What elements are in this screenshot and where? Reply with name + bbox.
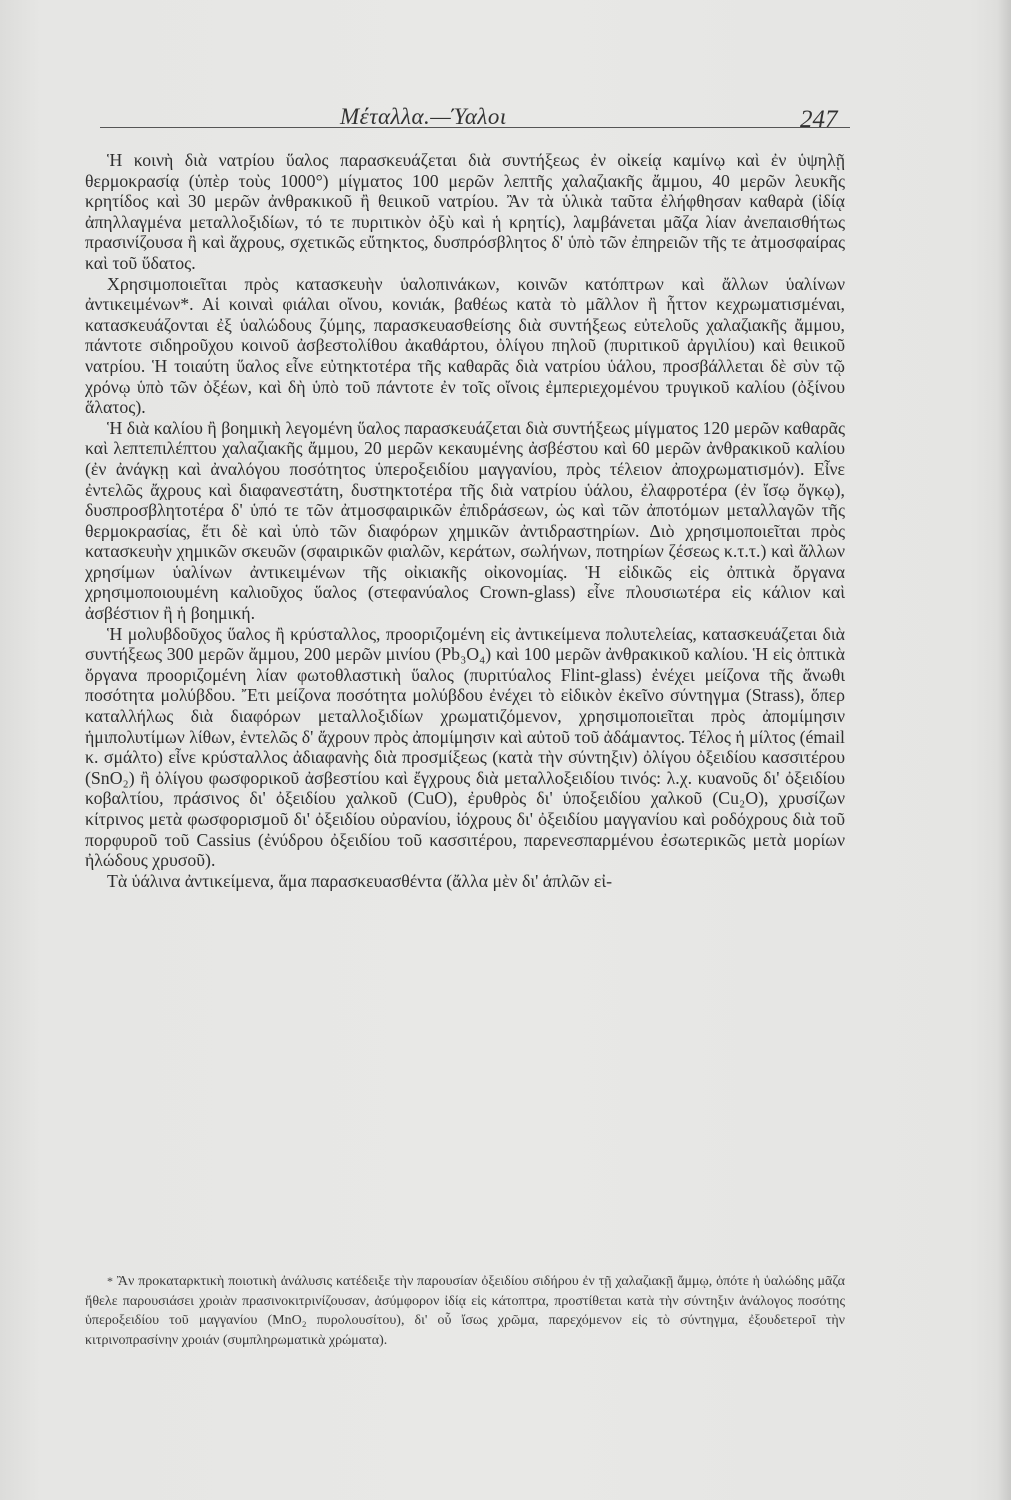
paragraph-uses: Χρησιμοποιεῖται πρὸς κατασκευὴν ὑαλοπινάκων, κοινῶν κατόπτρων καὶ ἄλλων ὑαλίνων ἀντικειμένων*. Αἱ κοιναὶ φιάλαι οἴνου, κονιάκ, βαθέως κατὰ τὸ μᾶλλον ἢ ἧττον κεχρωματισμέναι, κατασκευάζονται ἐξ ὑαλώδους ζύμης, παρασκευασθείσης διὰ συντήξεως εὐτελοῦς χαλαζιακῆς ἄμμου, πάντοτε σιδηροῦχου κοινοῦ ἀσβεστολίθου ἀκαθάρτου, ὀλίγου πηλοῦ (πυριτικοῦ ἀργιλίου) καὶ θειικοῦ νατρίου. Ἡ τοιαύτη ὕαλος εἶνε εὐτηκτοτέρα τῆς καθαρᾶς διὰ νατρίου ὑάλου, προσβάλλεται δὲ σὺν τῷ χρόνῳ ὑπὸ τῶν ὀξέων, καὶ δὴ ὑπὸ τοῦ πάντοτε ἐν τοῖς οἴνοις ἐμπεριεχομένου τρυγικοῦ καλίου (ὀξίνου ἅλατος). bbox=[85, 273, 845, 418]
footnote bbox=[85, 1272, 845, 1350]
paragraph-potash-glass: Ἡ διὰ καλίου ἢ βοημικὴ λεγομένη ὕαλος παρασκευάζεται διὰ συντήξεως μίγματος 120 μερῶν καθαρᾶς καὶ λεπτεπιλέπτου χαλαζιακῆς ἄμμου, 20 μερῶν κεκαυμένης ἀσβέστου καὶ 60 μερῶν ἀνθρακικοῦ καλίου (ἐν ἀνάγκῃ καὶ ἀναλόγου ποσότητος ὑπεροξειδίου μαγγανίου, πρὸς τέλειον ἀποχρωματισμόν). Εἶνε ἐντελῶς ἄχρους καὶ διαφανεστάτη, δυστηκτοτέρα τῆς διὰ νατρίου ὑάλου, ἐλαφροτέρα (ἐν ἴσῳ ὄγκῳ), δυσπροσβλητοτέρα δ' ὑπό τε τῶν ἀτμοσφαιρικῶν ἐπιδράσεων, ὡς καὶ τῶν ἀποτόμων μεταλλαγῶν τῆς θερμοκρασίας, ἔτι δὲ καὶ ὑπὸ τῶν διαφόρων χημικῶν ἀντιδραστηρίων. Διὸ χρησιμοποιεῖται πρὸς κατασκευὴν χημικῶν σκευῶν (σφαιρικῶν φιαλῶν, κεράτων, σωλήνων, ποτηρίων ζέσεως κ.τ.τ.) καὶ ἄλλων χρησίμων ὑαλίνων ἀντικειμένων τῆς οἰκιακῆς οἰκονομίας. Ἡ εἰδικῶς εἰς ὀπτικὰ ὄργανα χρησιμοποιουμένη καλιοῦχος ὕαλος (στεφανύαλος Crown-glass) εἶνε πλουσιωτέρα εἰς κάλιον καὶ ἀσβέστιον ἢ ἡ βοημική. bbox=[85, 417, 845, 624]
page-edge-shadow bbox=[997, 0, 1011, 1500]
body-text bbox=[85, 150, 845, 891]
page-title: Μέταλλα.—Ύαλοι bbox=[340, 104, 507, 129]
header-rule bbox=[100, 127, 850, 128]
paragraph-continuation: Τὰ ὑάλινα ἀντικείμενα, ἅμα παρασκευασθέντα (ἄλλα μὲν δι' ἁπλῶν εἰ- bbox=[107, 870, 613, 891]
paragraph-lead-glass: Ἡ μολυβδοῦχος ὕαλος ἢ κρύσταλλος, προοριζομένη εἰς ἀντικείμενα πολυτελείας, κατασκευάζεται διὰ συντήξεως 300 μερῶν ἄμμου, 200 μερῶν μινίου (Pb₃O₄) καὶ 100 μερῶν ἀνθρακικοῦ καλίου. Ἡ εἰς ὀπτικὰ ὄργανα προοριζομένη λίαν φωτοθλαστικὴ ὕαλος (πυριτύαλος Flint-glass) ἐνέχει μείζονα τῆς ἄνωθι ποσότητα μολύβδου. Ἔτι μείζονα ποσότητα μολύβδου ἐνέχει τὸ εἰδικὸν ἐκεῖνο σύντηγμα (Strass), ὅπερ καταλλήλως διὰ διαφόρων μεταλλοξιδίων χρωματιζόμενον, χρησιμοποιεῖται πρὸς ἀπομίμησιν ἡμιπολυτίμων λίθων, ἐντελῶς δ' ἄχρουν πρὸς ἀπομίμησιν καὶ αὐτοῦ τοῦ ἀδάμαντος. Τέλος ἡ μίλτος (émail κ. σμάλτο) εἶνε κρύσταλλος ἀδιαφανὴς διὰ προσμίξεως (κατὰ τὴν σύντηξιν) ὀλίγου ὀξειδίου κασσιτέρου (SnO₂) ἢ ὀλίγου φωσφορικοῦ ἀσβεστίου καὶ ἔγχρους διὰ μεταλλοξειδίου τινός: λ.χ. κυανοῦς δι' ὀξειδίου κοβαλτίου, πράσινος δι' ὀξειδίου χαλκοῦ (CuO), ἐρυθρὸς δι' ὑποξειδίου χαλκοῦ (Cu₂O), χρυσίζων κίτρινος μετὰ φωσφορισμοῦ δι' ὀξειδίου οὐρανίου, ἰόχρους δι' ὀξειδίου μαγγανίου καὶ ροδόχρους διὰ τοῦ πορφυροῦ τοῦ Cassius (ἐνύδρου ὀξειδίου τοῦ κασσιτέρου, παρενεσπαρμένου ἐσωτερικῶς μετὰ μορίων ἠλώδους χρυσοῦ). bbox=[85, 623, 845, 871]
running-head bbox=[0, 100, 1011, 140]
page-number: 247 bbox=[800, 106, 838, 133]
paragraph-soda-glass: Ἡ κοινὴ διὰ νατρίου ὕαλος παρασκευάζεται διὰ συντήξεως ἐν οἰκείᾳ καμίνῳ καὶ ἐν ὑψηλῇ θερμοκρασίᾳ (ὑπὲρ τοὺς 1000°) μίγματος 100 μερῶν λεπτῆς χαλαζιακῆς ἄμμου, 40 μερῶν λευκῆς κρητίδος καὶ 30 μερῶν ἀνθρακικοῦ ἢ θειικοῦ νατρίου. Ἂν τὰ ὑλικὰ ταῦτα ἐλήφθησαν καθαρὰ (ἰδίᾳ ἀπηλλαγμένα μεταλλοξιδίων, τό τε πυριτικὸν ὀξὺ καὶ ἡ κρητίς), λαμβάνεται μᾶζα λίαν ἀνεπαισθήτως πρασινίζουσα ἢ καὶ ἄχρους, σχετικῶς εὔτηκτος, δυσπρόσβλητος δ' ὑπὸ τῶν ἐπηρειῶν τῆς τε ἀτμοσφαίρας καὶ τοῦ ὕδατος. bbox=[85, 150, 845, 273]
footnote-marker: * bbox=[107, 1274, 113, 1288]
footnote-text: Ἂν προκαταρκτικὴ ποιοτικὴ ἀνάλυσις κατέδειξε τὴν παρουσίαν ὀξειδίου σιδήρου ἐν τῇ χαλαζιακῇ ἄμμῳ, ὁπότε ἡ ὑαλώδης μᾶζα ἤθελε παρουσιάσει χροιὰν πρασινοκιτρινίζουσαν, ἀσύμφορον ἰδίᾳ εἰς κάτοπτρα, προστίθεται κατὰ τὴν σύντηξιν ἀνάλογος ποσότης ὑπεροξειδίου τοῦ μαγγανίου (MnO₂ πυρολουσίτου), δι' οὗ ἴσως χρῶμα, παρεχόμενον εἰς τὸ σύντηγμα, ἐξουδετεροῖ τὴν κιτρινοπρασίνην χροιάν (συμπληρωματικὰ χρώματα). bbox=[85, 1274, 845, 1348]
